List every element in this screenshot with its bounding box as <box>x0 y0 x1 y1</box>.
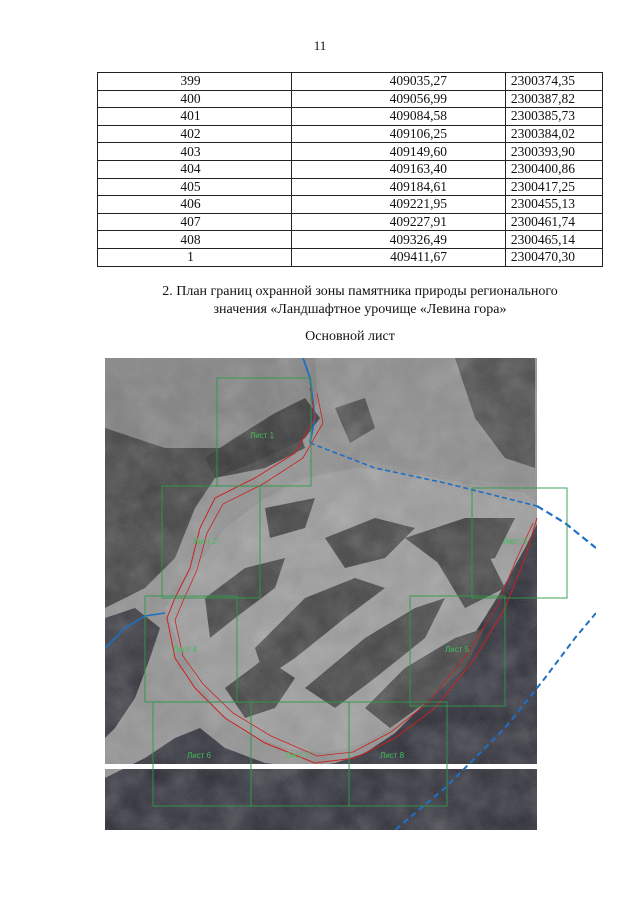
point-number-cell: 403 <box>98 143 292 161</box>
y-coordinate-cell: 2300455,13 <box>506 196 603 214</box>
x-coordinate-cell: 409056,99 <box>292 90 506 108</box>
map-white-margin <box>537 358 596 830</box>
aerial-map <box>105 358 596 830</box>
table-row <box>98 178 603 196</box>
table-row <box>98 196 603 214</box>
sheet-label-8: Лист 8 <box>380 751 405 760</box>
sheet-label-3: Лист 3 <box>503 537 528 546</box>
y-coordinate-cell: 2300400,86 <box>506 160 603 178</box>
map-white-strip <box>105 764 537 769</box>
x-coordinate-cell: 409221,95 <box>292 196 506 214</box>
section-heading-line-1: 2. План границ охранной зоны памятника природы регионального <box>162 284 558 299</box>
sheet-label-5: Лист 5 <box>445 645 470 654</box>
y-coordinate-cell: 2300470,30 <box>506 248 603 266</box>
x-coordinate-cell: 409084,58 <box>292 108 506 126</box>
table-row <box>98 143 603 161</box>
sheet-label-6: Лист 6 <box>187 751 212 760</box>
map-subheading: Основной лист <box>305 329 395 344</box>
table-row <box>98 248 603 266</box>
y-coordinate-cell: 2300374,35 <box>506 73 603 91</box>
point-number-cell: 402 <box>98 125 292 143</box>
sheet-label-7: Лист 7 <box>285 751 310 760</box>
aerial-map-image <box>105 358 596 830</box>
table-row <box>98 231 603 249</box>
point-number-cell: 408 <box>98 231 292 249</box>
x-coordinate-cell: 409326,49 <box>292 231 506 249</box>
point-number-cell: 399 <box>98 73 292 91</box>
y-coordinate-cell: 2300385,73 <box>506 108 603 126</box>
table-row <box>98 90 603 108</box>
point-number-cell: 407 <box>98 213 292 231</box>
y-coordinate-cell: 2300461,74 <box>506 213 603 231</box>
point-number-cell: 404 <box>98 160 292 178</box>
point-number-cell: 406 <box>98 196 292 214</box>
table-row <box>98 125 603 143</box>
x-coordinate-cell: 409163,40 <box>292 160 506 178</box>
x-coordinate-cell: 409184,61 <box>292 178 506 196</box>
y-coordinate-cell: 2300417,25 <box>506 178 603 196</box>
section-heading <box>80 283 640 319</box>
table-row <box>98 108 603 126</box>
coordinates-table <box>97 72 603 267</box>
table-row <box>98 73 603 91</box>
point-number-cell: 405 <box>98 178 292 196</box>
page-number: 11 <box>313 38 327 53</box>
section-heading-line-2: значения «Ландшафтное урочище «Левина гора» <box>213 302 507 317</box>
sheet-label-1: Лист 1 <box>250 431 275 440</box>
sheet-label-4: Лист 4 <box>173 645 198 654</box>
sheet-label-2: Лист 2 <box>193 537 218 546</box>
x-coordinate-cell: 409411,67 <box>292 248 506 266</box>
y-coordinate-cell: 2300393,90 <box>506 143 603 161</box>
y-coordinate-cell: 2300465,14 <box>506 231 603 249</box>
y-coordinate-cell: 2300384,02 <box>506 125 603 143</box>
x-coordinate-cell: 409227,91 <box>292 213 506 231</box>
point-number-cell: 401 <box>98 108 292 126</box>
y-coordinate-cell: 2300387,82 <box>506 90 603 108</box>
table-row <box>98 213 603 231</box>
x-coordinate-cell: 409149,60 <box>292 143 506 161</box>
point-number-cell: 400 <box>98 90 292 108</box>
x-coordinate-cell: 409035,27 <box>292 73 506 91</box>
point-number-cell: 1 <box>98 248 292 266</box>
table-row <box>98 160 603 178</box>
x-coordinate-cell: 409106,25 <box>292 125 506 143</box>
